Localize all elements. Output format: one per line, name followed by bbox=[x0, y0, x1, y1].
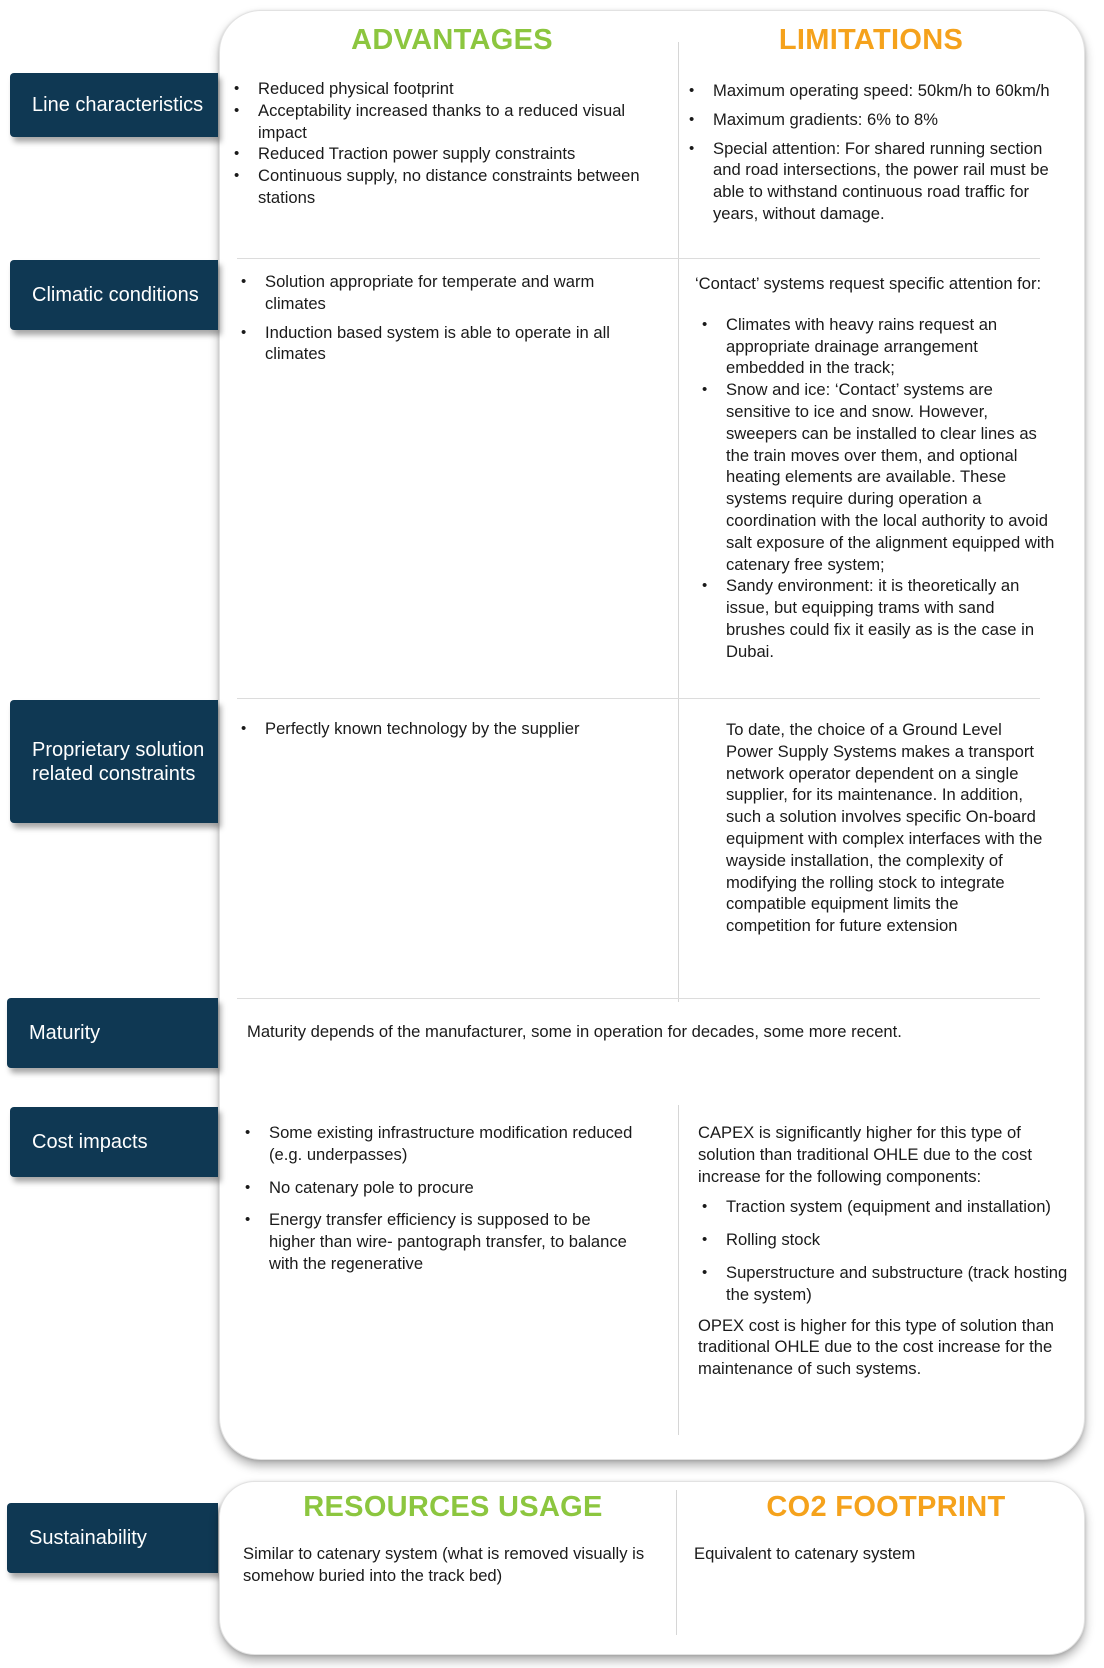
row-label-proprietary: Proprietary solution related constraints bbox=[10, 700, 218, 823]
advantages-header: ADVANTAGES bbox=[351, 24, 553, 56]
column-divider bbox=[678, 42, 679, 1002]
co2-footprint-text: Equivalent to catenary system bbox=[694, 1544, 916, 1563]
list-item: • Snow and ice: ‘Contact’ systems are sensitive to ice and snow. However, sweepers can be installed to clear lines as the train moves over them, and optional heating elements are available. These systems require during operation a coordination with the local authority to avoid salt exposure of the alignment equipped with catenary free system; bbox=[698, 379, 1057, 575]
list-item: • Rolling stock bbox=[698, 1229, 1068, 1251]
list-item: • Sandy environment: it is theoretically an issue, but equipping trams with sand brushes could fix it easily as is the case in Dubai. bbox=[698, 575, 1057, 662]
list-item: • Reduced physical footprint bbox=[230, 78, 660, 100]
list-item: • Solution appropriate for temperate and warm climates bbox=[237, 271, 642, 315]
list-item: • Maximum gradients: 6% to 8% bbox=[685, 109, 1053, 131]
list-item: • Acceptability increased thanks to a reduced visual impact bbox=[230, 100, 660, 144]
list-item: • Continuous supply, no distance constraints between stations bbox=[230, 165, 660, 209]
list-item: • Some existing infrastructure modification reduced (e.g. underpasses) bbox=[241, 1122, 641, 1166]
column-divider-lower bbox=[678, 1105, 679, 1435]
limitations-header: LIMITATIONS bbox=[778, 24, 964, 56]
climatic-conditions-advantages bbox=[237, 271, 642, 365]
cost-impacts-limitations bbox=[698, 1122, 1068, 1380]
list-item: • Reduced Traction power supply constraints bbox=[230, 143, 660, 165]
resources-usage-text: Similar to catenary system (what is removed visually is somehow buried into the track bed) bbox=[243, 1544, 645, 1585]
list-item: • Superstructure and substructure (track hosting the system) bbox=[698, 1262, 1068, 1306]
row-label-line-characteristics: Line characteristics bbox=[10, 73, 218, 137]
row-divider bbox=[237, 998, 1040, 999]
proprietary-limitations: To date, the choice of a Ground Level Power Supply Systems makes a transport network operator dependent on a single supplier, for its maintenance. In addition, such a solution involves specific On-board equipment with complex interfaces with the wayside installation, the complexity of modifying the rolling stock to integrate compatible equipment limits the competition for future extension bbox=[726, 720, 1043, 936]
list-item: • Climates with heavy rains request an appropriate drainage arrangement embedded in the track; bbox=[698, 314, 1057, 379]
list-item: • Maximum operating speed: 50km/h to 60km/h bbox=[685, 80, 1053, 102]
list-item: • Energy transfer efficiency is supposed to be higher than wire- pantograph transfer, to balance with the regenerative bbox=[241, 1209, 641, 1274]
list-item: • Special attention: For shared running section and road intersections, the power rail must be able to withstand continuous road traffic for years, without damage. bbox=[685, 138, 1053, 225]
list-item: • Traction system (equipment and installation) bbox=[698, 1196, 1068, 1218]
co2-footprint-header: CO2 FOOTPRINT bbox=[766, 1491, 1006, 1523]
row-label-sustainability: Sustainability bbox=[7, 1503, 218, 1573]
cost-impacts-advantages bbox=[241, 1122, 641, 1275]
limitations-intro: ‘Contact’ systems request specific attention for: bbox=[695, 274, 1042, 293]
list-item: • Induction based system is able to operate in all climates bbox=[237, 322, 642, 366]
row-divider bbox=[237, 698, 1040, 699]
line-characteristics-advantages bbox=[230, 78, 660, 209]
proprietary-advantages bbox=[237, 718, 657, 740]
line-characteristics-limitations bbox=[685, 80, 1053, 225]
maturity-text: Maturity depends of the manufacturer, some in operation for decades, some more recent. bbox=[247, 1022, 902, 1041]
row-label-maturity: Maturity bbox=[7, 998, 218, 1068]
row-divider bbox=[237, 258, 1040, 259]
limitations-outro: OPEX cost is higher for this type of solution than traditional OHLE due to the cost increase for the maintenance of such systems. bbox=[698, 1315, 1055, 1379]
limitations-intro: CAPEX is significantly higher for this type of solution than traditional OHLE due to the cost increase for the following components: bbox=[698, 1123, 1032, 1186]
climatic-conditions-limitations bbox=[695, 273, 1057, 663]
list-item: • Perfectly known technology by the supplier bbox=[237, 718, 657, 740]
resources-usage-header: RESOURCES USAGE bbox=[303, 1491, 603, 1523]
row-label-cost-impacts: Cost impacts bbox=[10, 1107, 218, 1177]
row-label-climatic-conditions: Climatic conditions bbox=[10, 260, 218, 330]
list-item: • No catenary pole to procure bbox=[241, 1177, 641, 1199]
